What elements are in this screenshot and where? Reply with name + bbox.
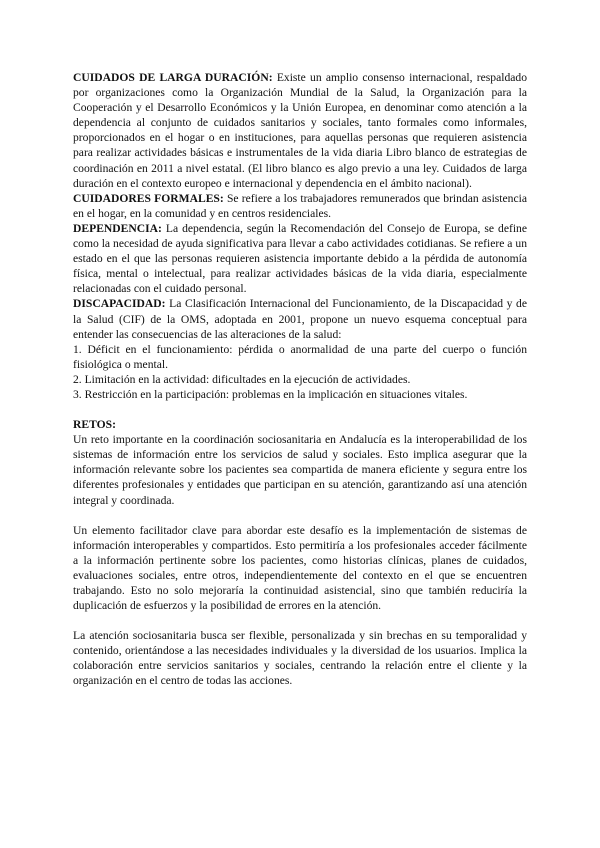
definition-cuidados-larga-duracion (73, 70, 527, 191)
definition-term: DEPENDENCIA: (73, 221, 162, 235)
definition-term: DISCAPACIDAD: (73, 297, 166, 311)
definition-dependencia (73, 221, 527, 296)
definition-text: La dependencia, según la Recomendación del Consejo de Europa, se define como la necesidad de ayuda significativa para llevar a cabo actividades cotidianas. Se refiere a un estado en el que las personas requieren asistencia importante debido a la pérdida de autonomía física, mental o intelectual, para realizar actividades básicas de la vida diaria, especialmente relacionadas con el cuidado personal. (73, 221, 527, 296)
list-item: 3. Restricción en la participación: problemas en la implicación en situaciones vitales. (73, 387, 468, 401)
section-heading-retos: RETOS: (73, 418, 116, 432)
definition-text: Existe un amplio consenso internacional, respaldado por organizaciones como la Organización Mundial de la Salud, la Organización para la Cooperación y el Desarrollo Económicos y la Unión Europea, en denominar como atención a la dependencia al conjunto de cuidados sanitarios y sociales, tanto formales como informales, proporcionados en el hogar o en instituciones, para aquellas personas que requieren asistencia para realizar actividades básicas e instrumentales de la vida diaria Libro blanco de estrategias de coordinación en 2011 a nivel estatal. (El libro blanco es algo previo a una ley. Cuidados de larga duración en el contexto europeo e internacional y dependencia en el ámbito nacional). (73, 71, 527, 190)
definition-text: La Clasificación Internacional del Funcionamiento, de la Discapacidad y de la Salud (CIF) de la OMS, adoptada en 2001, propone un nuevo esquema conceptual para entender las consecuencias de las alteraciones de la salud: (73, 297, 527, 341)
document-body (73, 70, 527, 689)
retos-paragraph: La atención sociosanitaria busca ser flexible, personalizada y sin brechas en su temporalidad y contenido, orientándose a las necesidades individuales y la diversidad de los usuarios. Implica la colaboración entre servicios sanitarios y sociales, centrando la relación entre el cliente y la organización en el centro de todas las acciones. (73, 629, 527, 688)
retos-paragraph: Un elemento facilitador clave para abordar este desafío es la implementación de sistemas de información interoperables y compartidos. Esto permitiría a los profesionales acceder fácilmente a la información pertinente sobre los pacientes, como historias clínicas, planes de cuidados, evaluaciones sociales, entre otros, independientemente del contexto en el que se encuentren trabajando. Esto no solo mejoraría la continuidad asistencial, sino que también reduciría la duplicación de esfuerzos y la posibilidad de errores en la atención. (73, 523, 527, 613)
definition-discapacidad (73, 296, 527, 341)
definition-term: CUIDADOS DE LARGA DURACIÓN: (73, 71, 273, 84)
definition-term: CUIDADORES FORMALES: (73, 191, 224, 205)
list-item: 2. Limitación en la actividad: dificultades en la ejecución de actividades. (73, 372, 411, 386)
list-item: 1. Déficit en el funcionamiento: pérdida o anormalidad de una parte del cuerpo o función fisiológica o mental. (73, 342, 527, 371)
paragraph-spacer (73, 508, 527, 523)
retos-paragraph: Un reto importante en la coordinación sociosanitaria en Andalucía es la interoperabilidad de los sistemas de información entre los servicios de salud y sociales. Esto implica asegurar que la información relevante sobre los pacientes sea compartida de manera eficiente y segura entre los diferentes profesionales y entidades que participan en su atención, garantizando así una atención integral y coordinada. (73, 433, 527, 507)
definition-cuidadores-formales (73, 191, 527, 221)
definition-text: Se refiere a los trabajadores remunerados que brindan asistencia en el hogar, en la comunidad y en centros residenciales. (73, 191, 527, 220)
paragraph-spacer (73, 613, 527, 628)
